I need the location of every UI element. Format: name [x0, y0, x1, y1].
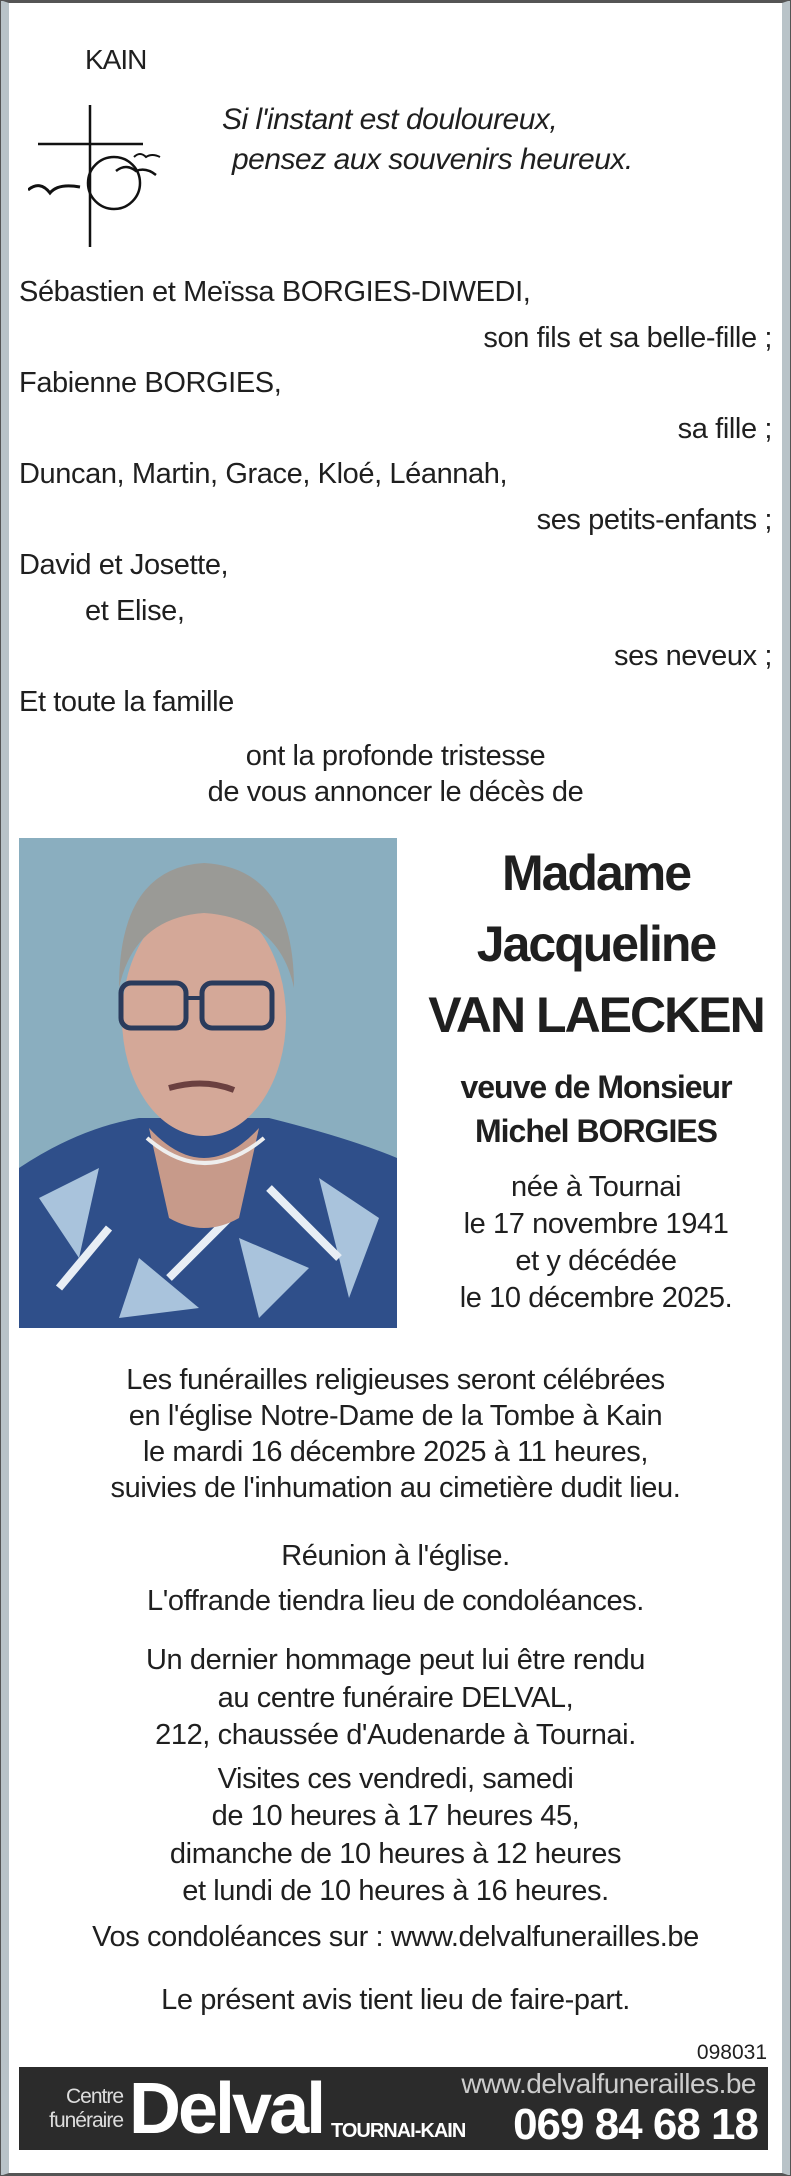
visit-line: dimanche de 10 heures à 12 heures — [169, 1837, 622, 1870]
visit-info — [19, 1642, 772, 1911]
website-link[interactable]: www.delvalfunerailles.be — [461, 2068, 756, 2099]
widow-line: Michel BORGIES — [474, 1113, 718, 1149]
family-line: David et Josette, — [19, 549, 229, 581]
family-line: Et toute la famille — [19, 685, 234, 718]
family-line: Duncan, Martin, Grace, Kloé, Léannah, — [19, 458, 508, 490]
deceased-first-name: Jacqueline — [476, 916, 716, 972]
funeral-home-banner — [19, 2067, 768, 2150]
meeting-line: Réunion à l'église. — [281, 1540, 510, 1572]
brand-logo-text: Delval — [129, 2069, 324, 2149]
notice-text: Le présent avis tient lieu de faire-part. — [161, 1984, 630, 2016]
family-relation: son fils et sa belle-fille ; — [483, 321, 772, 354]
condolences-link[interactable]: Vos condoléances sur : www.delvalfunerailles.be — [92, 1921, 699, 1953]
date-line: le 17 novembre 1941 — [463, 1208, 729, 1240]
visit-line: Visites ces vendredi, samedi — [217, 1762, 574, 1795]
family-relation: ses neveux ; — [613, 640, 772, 672]
family-relation: sa fille ; — [677, 412, 772, 445]
meeting-line: L'offrande tiendra lieu de condoléances. — [147, 1585, 644, 1617]
visit-line: de 10 heures à 17 heures 45, — [211, 1800, 580, 1832]
widow-line: veuve de Monsieur — [460, 1069, 732, 1105]
funeral-details — [19, 1362, 772, 1506]
centre-label: Centre — [65, 2085, 123, 2108]
birth-death-dates — [415, 1169, 777, 1317]
family-line: Sébastien et Meïssa BORGIES-DIWEDI, — [19, 276, 531, 308]
funeral-line: suivies de l'inhumation au cimetière dudit lieu. — [110, 1472, 681, 1504]
visit-line: Un dernier hommage peut lui être rendu — [145, 1644, 646, 1676]
reference-number: 098031 — [696, 2041, 767, 2064]
deceased-photo — [19, 838, 397, 1328]
centre-funeraire-label — [25, 2085, 123, 2133]
cross-sun-birds-icon — [28, 105, 178, 250]
deceased-title: Madame — [501, 845, 691, 901]
location-label: KAIN — [85, 44, 147, 75]
phone-number: 069 84 68 18 — [513, 2100, 758, 2149]
visit-line: 212, chaussée d'Audenarde à Tournai. — [155, 1719, 636, 1751]
funeraire-label: funéraire — [49, 2109, 123, 2132]
visit-line: et lundi de 10 heures à 16 heures. — [182, 1875, 609, 1907]
quote-line-2: pensez aux souvenirs heureux. — [232, 143, 633, 176]
family-line: et Elise, — [85, 594, 185, 627]
quote-line-1: Si l'instant est douloureux, — [222, 103, 558, 136]
meeting-info — [19, 1534, 772, 1624]
announcement — [19, 738, 772, 810]
date-line: née à Tournai — [510, 1171, 682, 1203]
funeral-line: Les funérailles religieuses seront célébrées — [126, 1364, 665, 1396]
epitaph-quote — [222, 100, 633, 180]
announce-line: de vous annoncer le décès de — [207, 776, 584, 808]
family-list — [19, 270, 772, 725]
towns-label: TOURNAI-KAIN — [331, 2120, 466, 2142]
funeral-line: le mardi 16 décembre 2025 à 11 heures, — [143, 1436, 648, 1468]
family-line: Fabienne BORGIES, — [19, 367, 282, 399]
date-line: le 10 décembre 2025. — [459, 1282, 733, 1314]
deceased-last-name: VAN LAECKEN — [428, 987, 764, 1043]
date-line: et y décédée — [515, 1245, 677, 1277]
visit-line: au centre funéraire DELVAL, — [217, 1681, 574, 1714]
funeral-line: en l'église Notre-Dame de la Tombe à Kain — [128, 1400, 663, 1432]
deceased-block — [415, 838, 777, 1317]
announce-line: ont la profonde tristesse — [245, 740, 546, 772]
widow-of — [415, 1065, 777, 1153]
family-relation: ses petits-enfants ; — [536, 503, 772, 536]
